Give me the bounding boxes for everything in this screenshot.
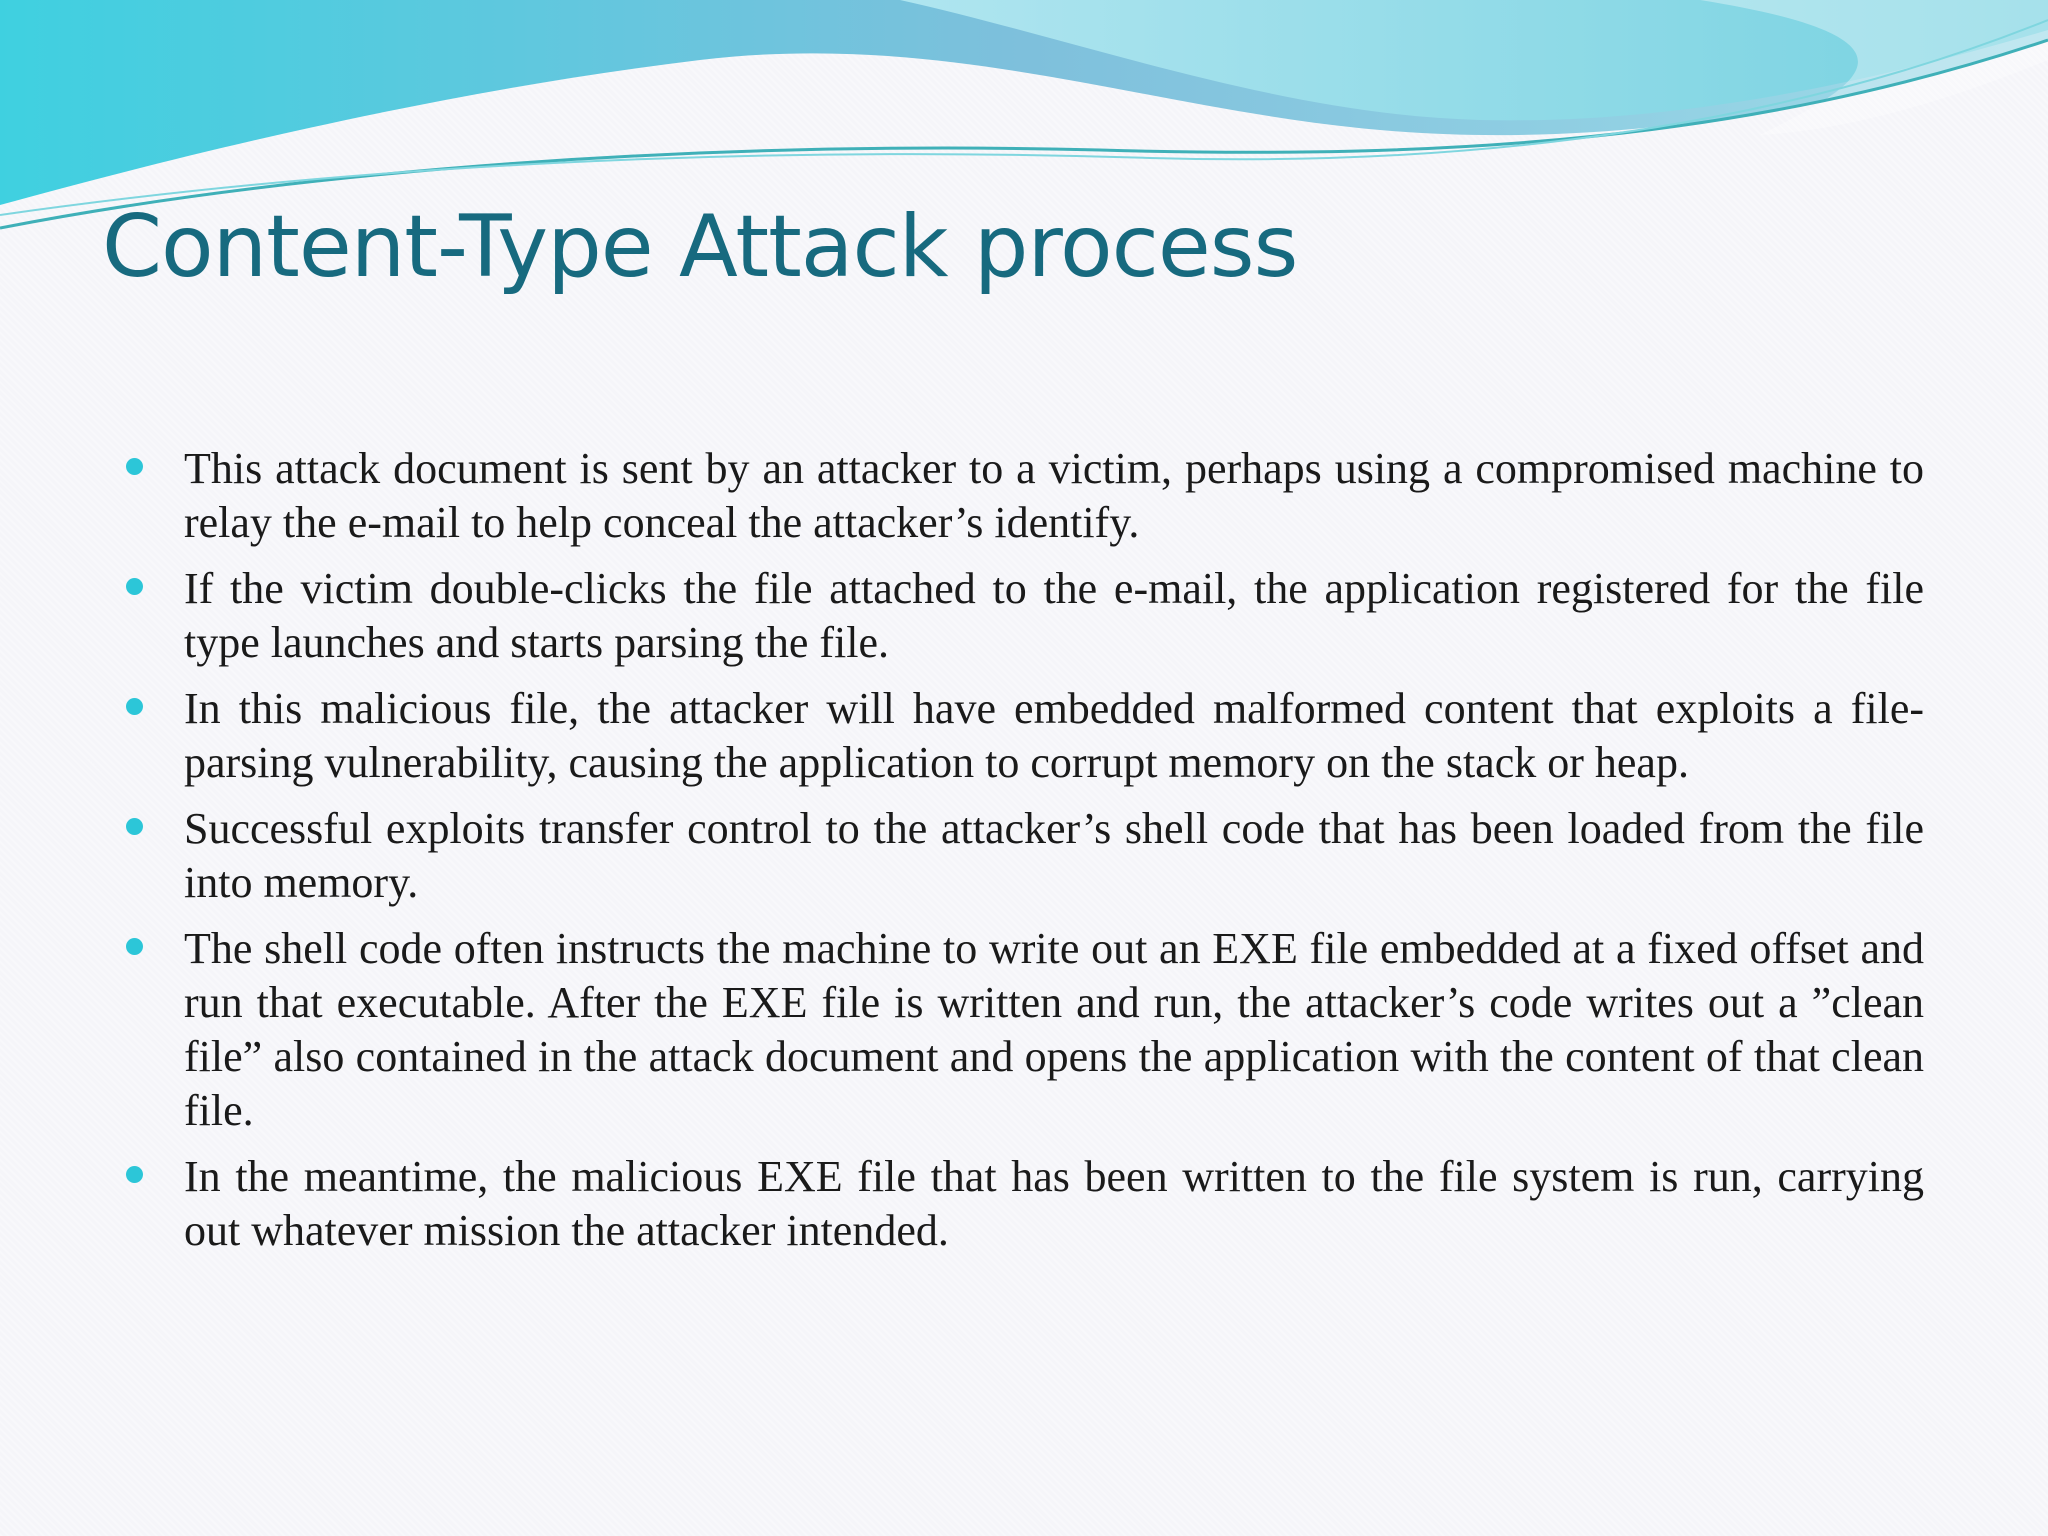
bullet-item bbox=[184, 922, 1924, 1138]
bullet-dot-icon bbox=[126, 698, 143, 715]
bullet-text: The shell code often instructs the machine to write out an EXE file embedded at a fixed offset and run that executable. After the EXE file is written and run, the attacker’s code writes out a ”clean file” also contained in the attack document and opens the application with the content of that clean file. bbox=[184, 924, 1924, 1135]
bullet-text: In this malicious file, the attacker will have embedded malformed content that exploits a file-parsing vulnerability, causing the application to corrupt memory on the stack or heap. bbox=[184, 684, 1924, 787]
bullet-dot-icon bbox=[126, 458, 143, 475]
slide-title: Content-Type Attack process bbox=[102, 197, 1298, 297]
bullet-item bbox=[184, 802, 1924, 910]
bullet-item bbox=[184, 682, 1924, 790]
bullet-text: This attack document is sent by an attacker to a victim, perhaps using a compromised machine to relay the e-mail to help conceal the attacker’s identify. bbox=[184, 444, 1924, 547]
bullet-dot-icon bbox=[126, 578, 143, 595]
bullet-dot-icon bbox=[126, 938, 143, 955]
bullet-item bbox=[184, 442, 1924, 550]
bullet-list bbox=[184, 442, 1924, 1270]
bullet-text: Successful exploits transfer control to the attacker’s shell code that has been loaded from the file into memory. bbox=[184, 804, 1924, 907]
bullet-dot-icon bbox=[126, 1166, 143, 1183]
bullet-item bbox=[184, 562, 1924, 670]
bullet-text: If the victim double-clicks the file attached to the e-mail, the application registered for the file type launches and starts parsing the file. bbox=[184, 564, 1924, 667]
bullet-item bbox=[184, 1150, 1924, 1258]
bullet-text: In the meantime, the malicious EXE file that has been written to the file system is run, carrying out whatever mission the attacker intended. bbox=[184, 1152, 1924, 1255]
bullet-dot-icon bbox=[126, 818, 143, 835]
